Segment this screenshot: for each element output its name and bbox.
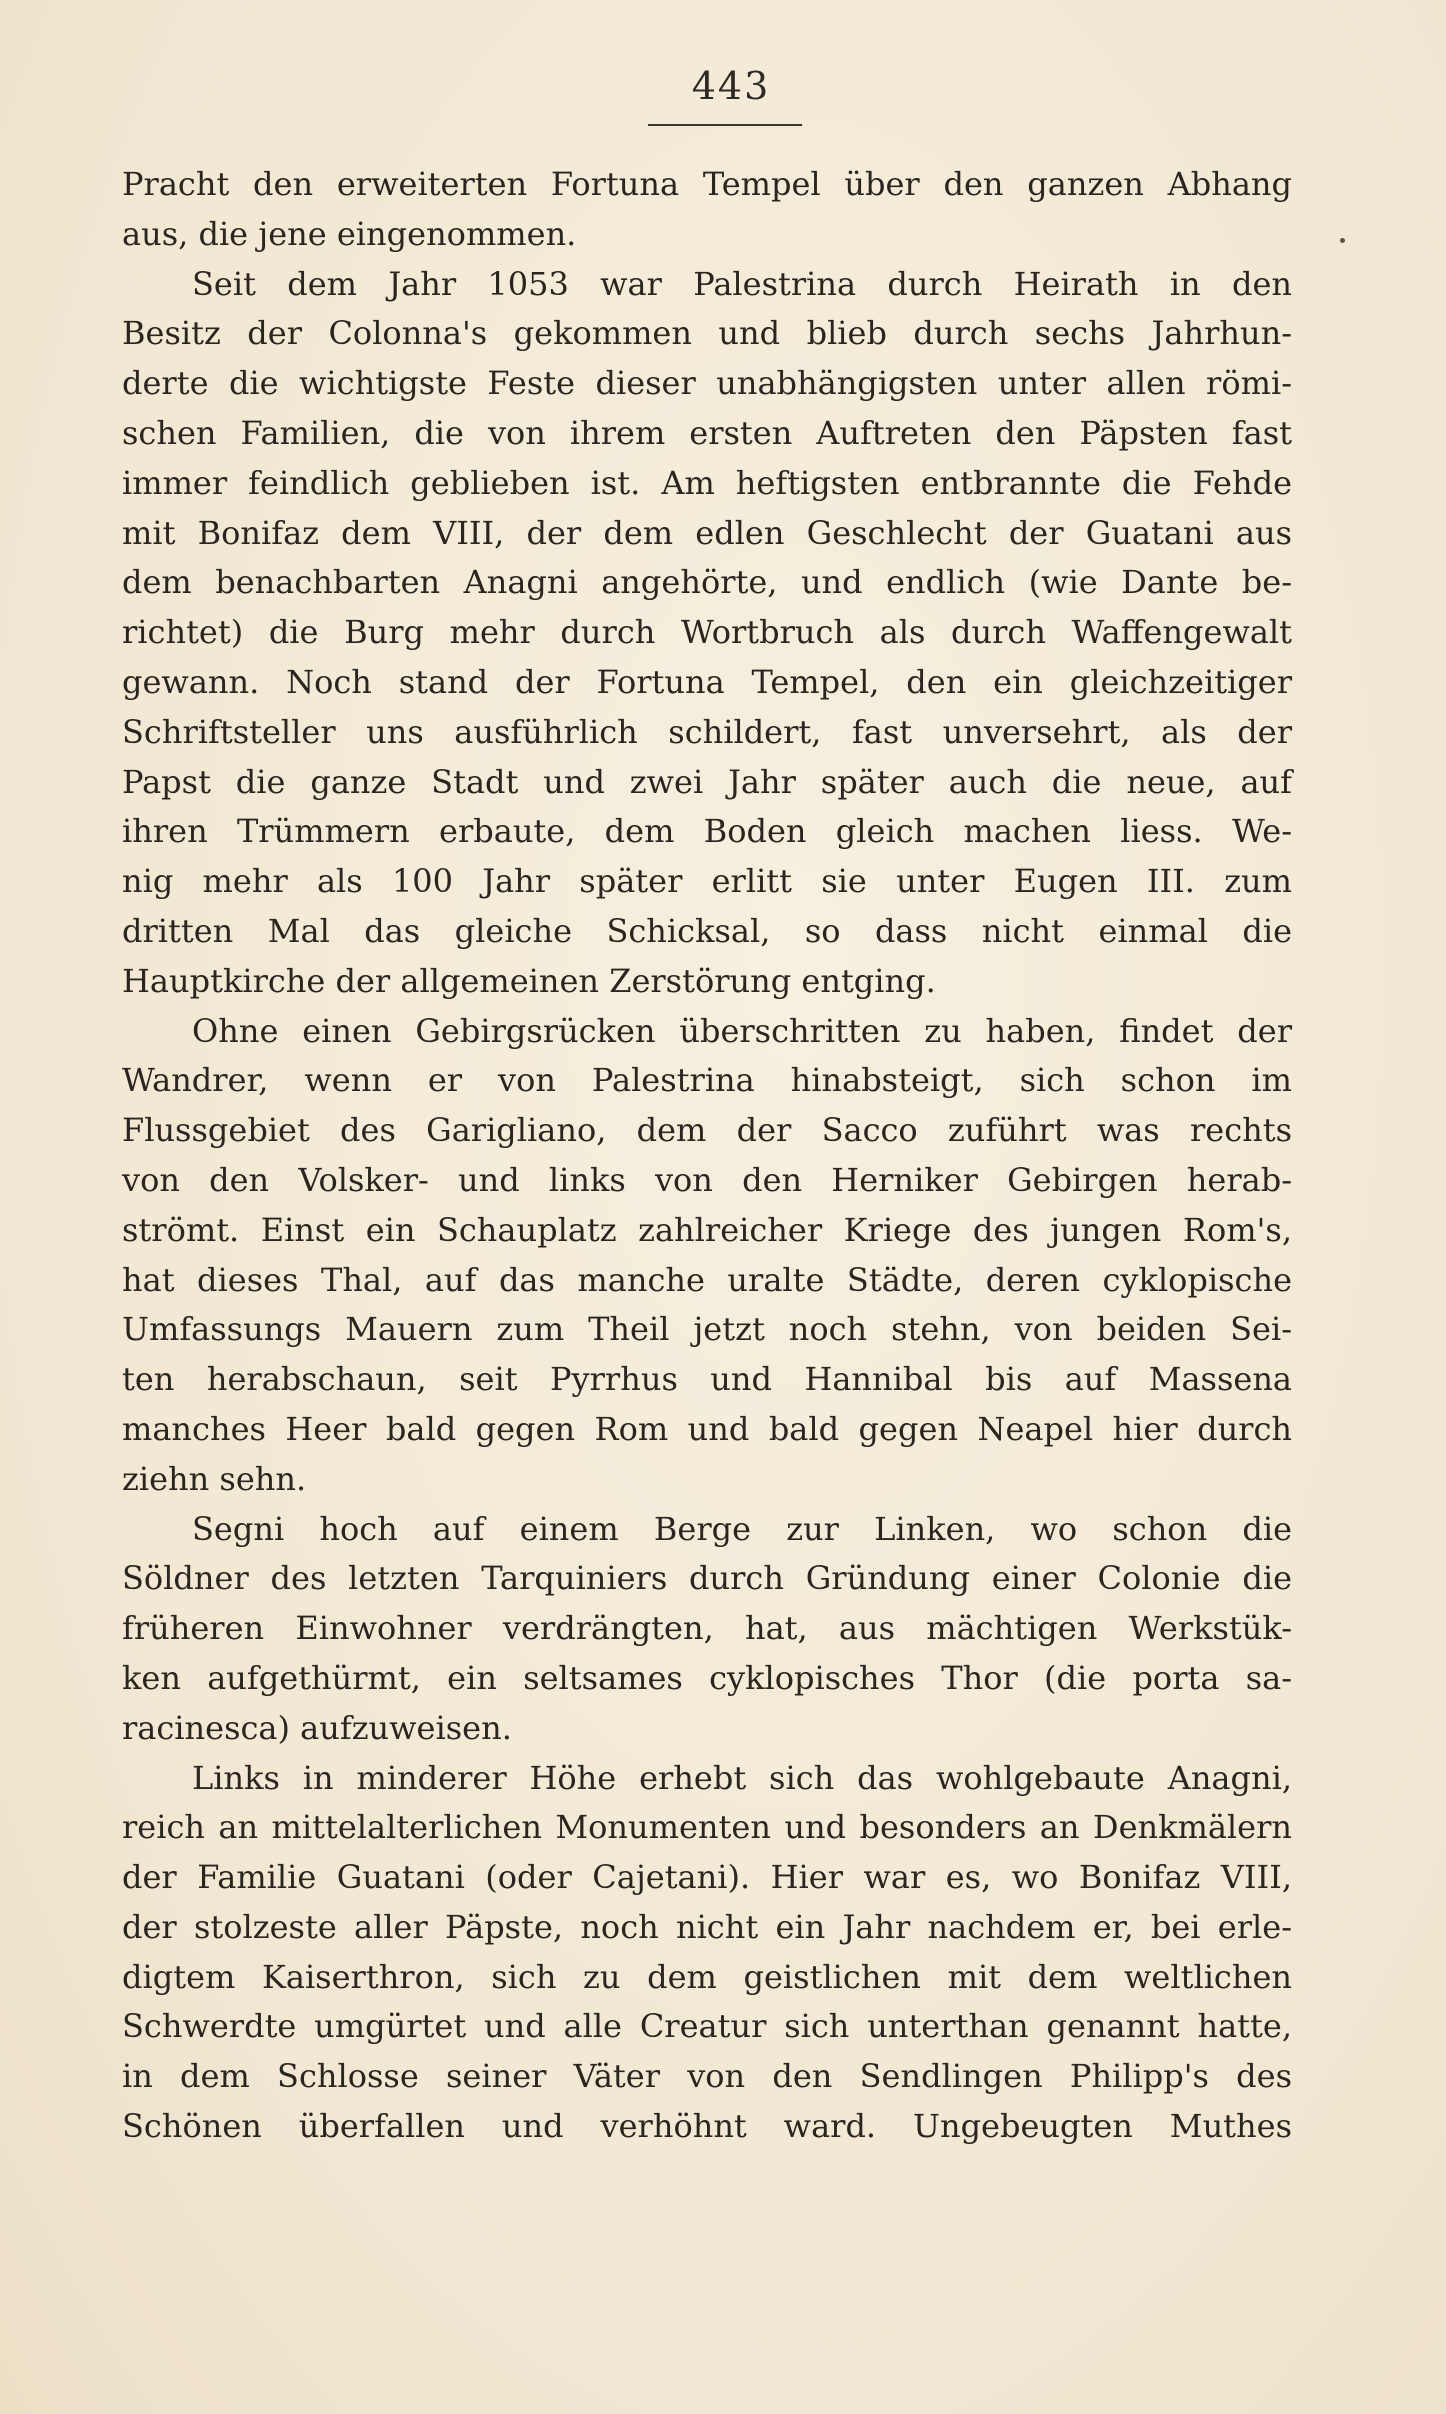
text-line: aus, die jene eingenommen.: [122, 214, 577, 253]
text-line: Hauptkirche der allgemeinen Zerstörung entging.: [122, 961, 936, 1000]
text-line: Segni hoch auf einem Berge zur Linken, wo schon die: [192, 1509, 1292, 1548]
text-line: Ohne einen Gebirgsrücken überschritten zu haben, findet der: [192, 1011, 1292, 1050]
text-line: Papst die ganze Stadt und zwei Jahr später auch die neue, auf: [122, 762, 1292, 801]
text-line: hat dieses Thal, auf das manche uralte Städte, deren cyklopische: [122, 1260, 1292, 1299]
text-line: ken aufgethürmt, ein seltsames cyklopisches Thor (die porta sa-: [122, 1658, 1292, 1697]
text-line: in dem Schlosse seiner Väter von den Sendlingen Philipp's des: [122, 2057, 1292, 2096]
text-line: Pracht den erweiterten Fortuna Tempel über den ganzen Abhang: [122, 165, 1292, 203]
text-line: digtem Kaiserthron, sich zu dem geistlichen mit dem weltlichen: [122, 1957, 1292, 1996]
text-line: früheren Einwohner verdrängten, hat, aus mächtigen Werkstük-: [122, 1609, 1292, 1648]
text-line: richtet) die Burg mehr durch Wortbruch als durch Waffengewalt: [122, 613, 1292, 652]
body-text: [122, 160, 1292, 2152]
text-line: Wandrer, wenn er von Palestrina hinabsteigt, sich schon im: [122, 1061, 1292, 1100]
text-line: ihren Trümmern erbaute, dem Boden gleich machen liess. We-: [122, 812, 1292, 851]
text-line: dritten Mal das gleiche Schicksal, so dass nicht einmal die: [122, 911, 1292, 950]
text-line: der Familie Guatani (oder Cajetani). Hier war es, wo Bonifaz VIII,: [122, 1858, 1292, 1897]
text-line: Seit dem Jahr 1053 war Palestrina durch Heirath in den: [192, 264, 1292, 303]
page-header: [0, 64, 1446, 108]
text-line: Links in minderer Höhe erhebt sich das wohlgebaute Anagni,: [192, 1758, 1292, 1797]
text-line: ziehn sehn.: [122, 1459, 307, 1498]
text-line: Umfassungs Mauern zum Theil jetzt noch stehn, von beiden Sei-: [122, 1310, 1292, 1349]
text-line: Söldner des letzten Tarquiniers durch Gründung einer Colonie die: [122, 1559, 1292, 1598]
text-line: von den Volsker- und links von den Herniker Gebirgen herab-: [122, 1160, 1292, 1199]
text-line: Schönen überfallen und verhöhnt ward. Ungebeugten Muthes: [122, 2107, 1292, 2146]
text-line: dem benachbarten Anagni angehörte, und endlich (wie Dante be-: [122, 563, 1292, 602]
text-line: reich an mittelalterlichen Monumenten und besonders an Denkmälern: [122, 1808, 1292, 1847]
page-number: 443: [691, 64, 771, 108]
text-line: nig mehr als 100 Jahr später erlitt sie unter Eugen III. zum: [122, 862, 1292, 901]
text-line: Flussgebiet des Garigliano, dem der Sacco zuführt was rechts: [122, 1111, 1292, 1150]
text-line: Schriftsteller uns ausführlich schildert, fast unversehrt, als der: [122, 712, 1292, 751]
text-line: mit Bonifaz dem VIII, der dem edlen Geschlecht der Guatani aus: [122, 513, 1292, 552]
text-line: schen Familien, die von ihrem ersten Auftreten den Päpsten fast: [122, 413, 1292, 452]
text-line: Schwerdte umgürtet und alle Creatur sich unterthan genannt hatte,: [122, 2007, 1292, 2046]
text-line: immer feindlich geblieben ist. Am heftigsten entbrannte die Fehde: [122, 463, 1292, 502]
text-line: racinesca) aufzuweisen.: [122, 1708, 512, 1747]
text-line: derte die wichtigste Feste dieser unabhängigsten unter allen römi-: [122, 364, 1292, 403]
paper-speck: [1340, 238, 1345, 243]
text-line: gewann. Noch stand der Fortuna Tempel, den ein gleichzeitiger: [122, 662, 1292, 701]
text-line: Besitz der Colonna's gekommen und blieb durch sechs Jahrhun-: [122, 314, 1292, 353]
text-line: manches Heer bald gegen Rom und bald gegen Neapel hier durch: [122, 1409, 1292, 1448]
text-line: ten herabschaun, seit Pyrrhus und Hannibal bis auf Massena: [122, 1360, 1292, 1399]
header-rule: [648, 124, 802, 126]
text-line: strömt. Einst ein Schauplatz zahlreicher Kriege des jungen Rom's,: [122, 1210, 1292, 1249]
text-line: der stolzeste aller Päpste, noch nicht ein Jahr nachdem er, bei erle-: [122, 1907, 1292, 1946]
